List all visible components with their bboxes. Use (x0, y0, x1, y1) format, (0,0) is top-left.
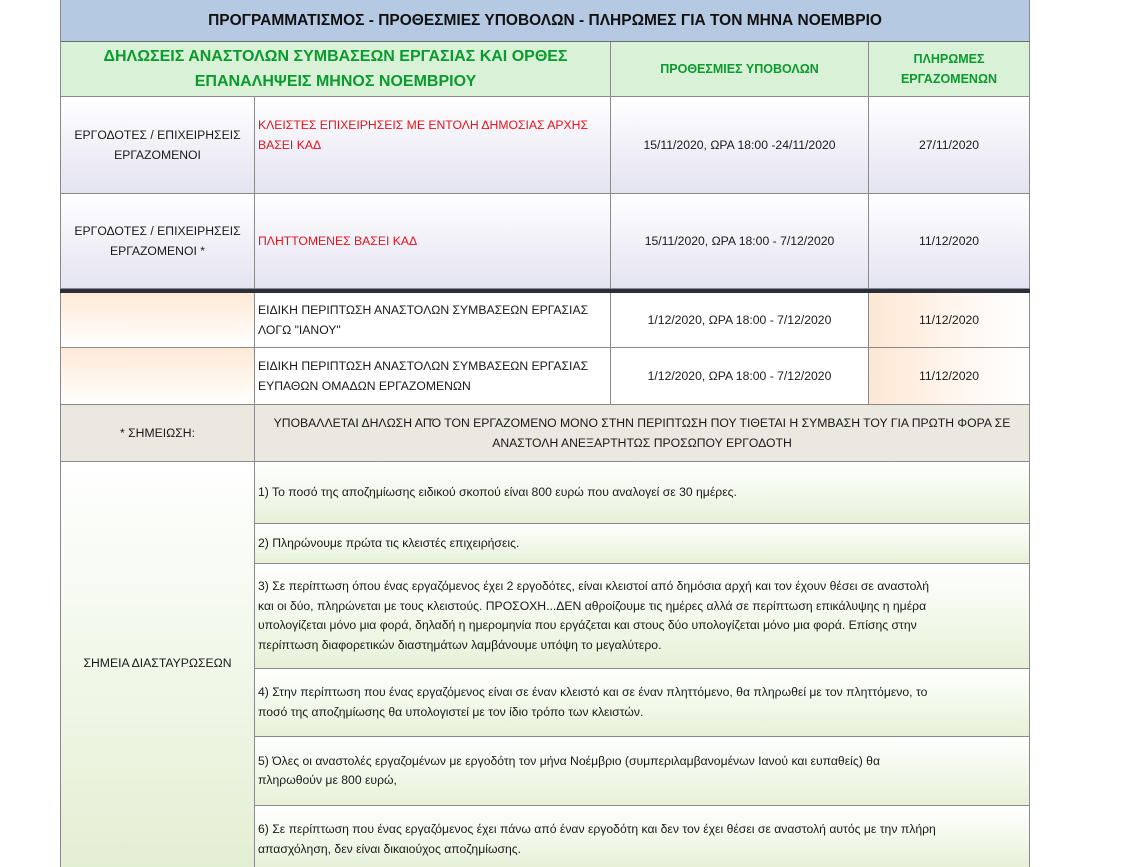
row3-desc-line2: ΛΟΓΩ "ΙΑΝΟΥ" (258, 323, 341, 337)
point-line: υπολογίζεται μόνο μια φορά, δηλαδή η ημερομηνία που εργάζεται και στους δύο υπολογίζεται μόνο μια φορά. Επίσης στην (258, 618, 917, 632)
header-payments (869, 42, 1030, 97)
row2-payment (869, 194, 1030, 289)
crosscheck-point-1 (255, 462, 1030, 524)
point-line: 1) Το ποσό της αποζημίωσης ειδικού σκοπού είναι 800 ευρώ που αναλογεί σε 30 ημέρες. (258, 484, 737, 499)
row2-who (60, 194, 255, 289)
point-line: πληρωθούν με 800 ευρώ, (258, 773, 397, 787)
row2-desc-line1: ΠΛΗΤΤΟΜΕΝΕΣ ΒΑΣΕΙ ΚΑΔ (258, 234, 418, 248)
row3-payment-value: 11/12/2020 (918, 313, 980, 327)
row3-who (60, 293, 255, 348)
note-label-cell (60, 405, 255, 462)
row1-description (255, 97, 611, 194)
crosscheck-point-5 (255, 737, 1030, 806)
row2-who-line2: ΕΡΓΑΖΟΜΕΝΟΙ * (110, 244, 205, 258)
note-line2: ΑΝΑΣΤΟΛΗ ΑΝΕΞΑΡΤΗΤΩΣ ΠΡΟΣΩΠΟΥ ΕΡΓΟΔΟΤΗ (492, 436, 792, 450)
note-label: * ΣΗΜΕΙΩΣΗ: (120, 426, 195, 440)
row1-desc-line1: ΚΛΕΙΣΤΕΣ ΕΠΙΧΕΙΡΗΣΕΙΣ ΜΕ ΕΝΤΟΛΗ ΔΗΜΟΣΙΑΣ ΑΡΧΗΣ (258, 117, 589, 132)
note-line1: ΥΠΟΒΑΛΛΕΤΑΙ ΔΗΛΩΣΗ ΑΠΌ ΤΟΝ ΕΡΓΑΖΟΜΕΝΟ ΜΟΝΟ ΣΤΗΝ ΠΕΡΙΠΤΩΣΗ ΠΟΥ ΤΙΘΕΤΑΙ Η ΣΥΜΒΑΣΗ ΤΟΥ ΓΙΑ ΠΡΩΤΗ ΦΟΡΑ ΣΕ (273, 416, 1011, 430)
row3-deadline-value: 1/12/2020, ΩΡΑ 18:00 - 7/12/2020 (647, 313, 832, 327)
row3-desc-line1: ΕΙΔΙΚΗ ΠΕΡΙΠΤΩΣΗ ΑΝΑΣΤΟΛΩΝ ΣΥΜΒΑΣΕΩΝ ΕΡΓΑΣΙΑΣ (258, 303, 589, 317)
header-payments-line2: ΕΡΓΑΖΟΜΕΝΩΝ (900, 72, 998, 86)
row1-payment-value: 27/11/2020 (918, 138, 980, 152)
row1-desc-line2: ΒΑΣΕΙ ΚΑΔ (258, 137, 322, 152)
note-text-cell (255, 405, 1030, 462)
header-deadlines (611, 42, 869, 97)
row1-who (60, 97, 255, 194)
row4-deadline (611, 348, 869, 405)
page-title: ΠΡΟΓΡΑΜΜΑΤΙΣΜΟΣ - ΠΡΟΘΕΣΜΙΕΣ ΥΠΟΒΟΛΩΝ - ΠΛΗΡΩΜΕΣ ΓΙΑ ΤΟΝ ΜΗΝΑ ΝΟΕΜΒΡΙΟ (208, 11, 882, 29)
crosscheck-point-4 (255, 669, 1030, 737)
crosscheck-point-2 (255, 524, 1030, 564)
header-declarations (60, 42, 611, 97)
row1-deadline (611, 97, 869, 194)
row2-who-line1: ΕΡΓΟΔΟΤΕΣ / ΕΠΙΧΕΙΡΗΣΕΙΣ (74, 224, 241, 238)
row1-who-line1: ΕΡΓΟΔΟΤΕΣ / ΕΠΙΧΕΙΡΗΣΕΙΣ (74, 128, 241, 142)
row4-payment-value: 11/12/2020 (918, 369, 980, 383)
row2-payment-value: 11/12/2020 (918, 234, 980, 248)
row3-payment (869, 293, 1030, 348)
header-declarations-line1: ΔΗΛΩΣΕΙΣ ΑΝΑΣΤΟΛΩΝ ΣΥΜΒΑΣΕΩΝ ΕΡΓΑΣΙΑΣ ΚΑΙ ΟΡΘΕΣ (103, 48, 568, 65)
point-line: ποσό της αποζημίωσης θα υπολογιστεί με τον ίδιο τρόπο των κλειστών. (258, 704, 644, 719)
crosscheck-label: ΣΗΜΕΙΑ ΔΙΑΣΤΑΥΡΩΣΕΩΝ (83, 655, 232, 670)
title-bar (60, 0, 1030, 42)
row4-desc-line2: ΕΥΠΑΘΩΝ ΟΜΑΔΩΝ ΕΡΓΑΖΟΜΕΝΩΝ (258, 379, 471, 393)
row1-deadline-value: 15/11/2020, ΩΡΑ 18:00 -24/11/2020 (643, 138, 836, 152)
row2-deadline-value: 15/11/2020, ΩΡΑ 18:00 - 7/12/2020 (644, 234, 835, 248)
crosscheck-label-cell (60, 462, 255, 867)
crosscheck-point-3 (255, 564, 1030, 669)
row4-desc-line1: ΕΙΔΙΚΗ ΠΕΡΙΠΤΩΣΗ ΑΝΑΣΤΟΛΩΝ ΣΥΜΒΑΣΕΩΝ ΕΡΓΑΣΙΑΣ (258, 359, 589, 373)
row4-payment (869, 348, 1030, 405)
point-line: απασχόληση, δεν είναι δικαιούχος αποζημίωσης. (258, 841, 522, 856)
point-line: περίπτωση διαφορετικών διαστημάτων λαμβάνουμε υπόψη το μεγαλύτερο. (258, 637, 662, 652)
point-line: 4) Στην περίπτωση που ένας εργαζόμενος είναι σε έναν κλειστό και σε έναν πληττόμενο, θα πληρωθεί με τον πληττόμενο, το (258, 685, 928, 699)
row3-deadline (611, 293, 869, 348)
point-line: 2) Πληρώνουμε πρώτα τις κλειστές επιχειρήσεις. (258, 535, 520, 550)
row1-who-line2: ΕΡΓΑΖΟΜΕΝΟΙ (114, 148, 201, 162)
row4-who (60, 348, 255, 405)
row2-description (255, 194, 611, 289)
point-line: 5) Όλες οι αναστολές εργαζομένων με εργοδότη τον μήνα Νοέμβριο (συμπεριλαμβανομένων Ιανού και ευπαθείς) θα (258, 753, 880, 768)
header-deadlines-label: ΠΡΟΘΕΣΜΙΕΣ ΥΠΟΒΟΛΩΝ (660, 62, 819, 76)
row1-payment (869, 97, 1030, 194)
row4-description (255, 348, 611, 405)
row4-deadline-value: 1/12/2020, ΩΡΑ 18:00 - 7/12/2020 (647, 369, 832, 383)
point-line: 3) Σε περίπτωση όπου ένας εργαζόμενος έχει 2 εργοδότες, είναι κλειστοί από δημόσια αρχή και τον έχουν θέσει σε αναστολή (258, 579, 929, 593)
row3-description (255, 293, 611, 348)
point-line: 6) Σε περίπτωση που ένας εργαζόμενος έχει πάνω από έναν εργοδότη και δεν τον έχει θέσει σε αναστολή αυτός με την πλήρη (258, 822, 936, 836)
point-line: και οι δύο, πληρώνεται με τους κλειστούς. ΠΡΟΣΟΧΗ...ΔΕΝ αθροίζουμε τις ημέρες αλλά σε περίπτωση επικάλυψης η ημέρα (258, 598, 927, 613)
crosscheck-point-6 (255, 806, 1030, 867)
row2-deadline (611, 194, 869, 289)
header-declarations-line2: ΕΠΑΝΑΛΗΨΕΙΣ ΜΗΝΟΣ ΝΟΕΜΒΡΙΟΥ (194, 73, 477, 90)
header-payments-line1: ΠΛΗΡΩΜΕΣ (913, 52, 985, 66)
